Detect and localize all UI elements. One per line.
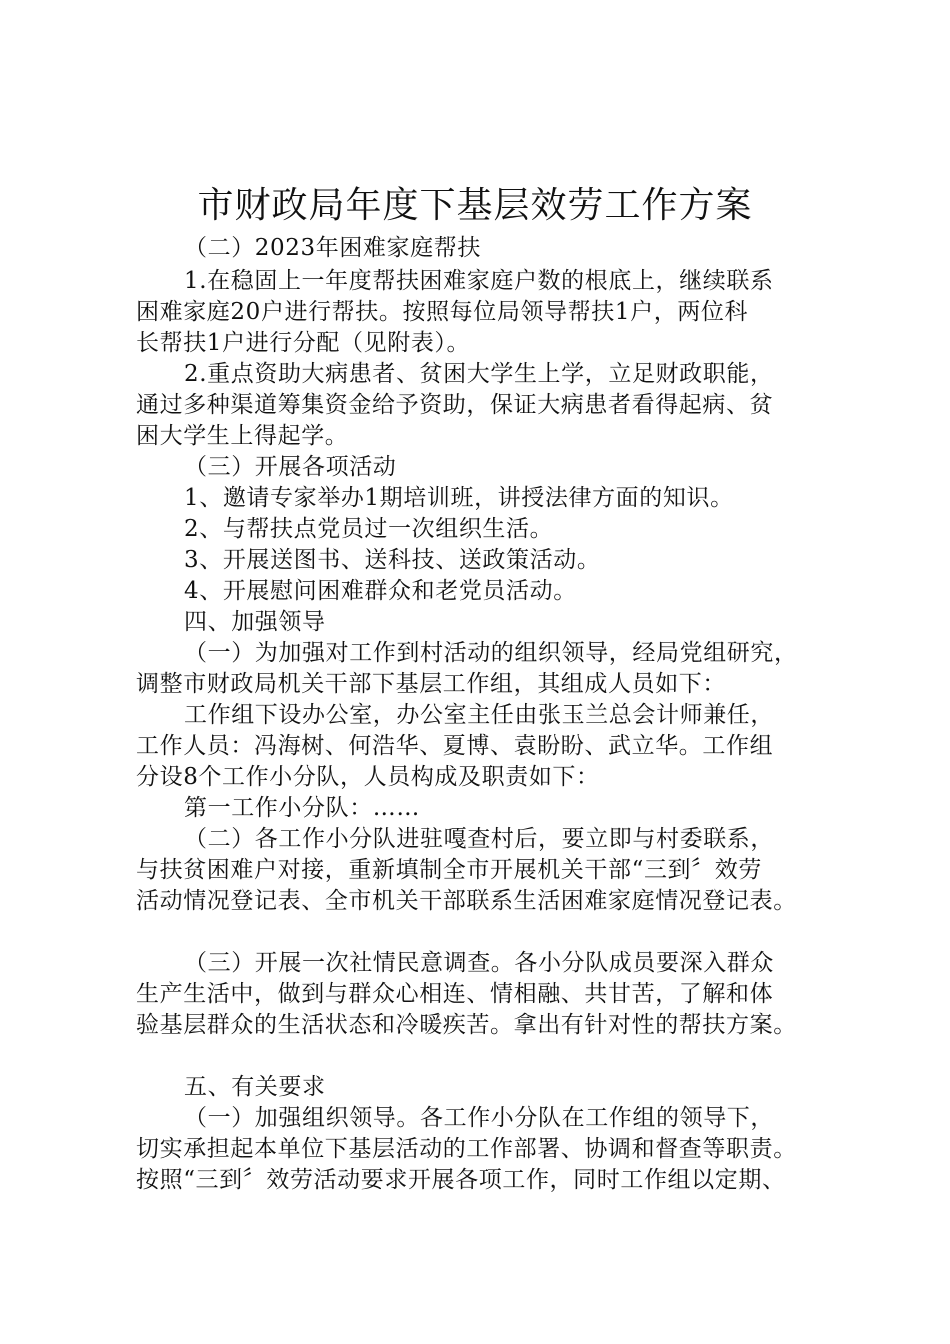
paragraph-line: 1.在稳固上一年度帮扶困难家庭户数的根底上，继续联系 (184, 268, 774, 294)
paragraph-line: 困难家庭20户进行帮扶。按照每位局领导帮扶1户，两位科 (136, 299, 749, 325)
section-heading: 四、加强领导 (184, 609, 326, 635)
list-item: 4、开展慰问困难群众和老党员活动。 (184, 578, 577, 604)
paragraph-line: 长帮扶1户进行分配（见附表）。 (136, 330, 471, 356)
paragraph-line: 工作组下设办公室，办公室主任由张玉兰总会计师兼任， (184, 702, 774, 728)
paragraph-line: 通过多种渠道筹集资金给予资助，保证大病患者看得起病、贫 (136, 392, 774, 418)
document-title: 市财政局年度下基层效劳工作方案 (197, 185, 753, 226)
paragraph-line: （三）开展一次社情民意调查。各小分队成员要深入群众 (184, 950, 774, 976)
list-item: 3、开展送图书、送科技、送政策活动。 (184, 547, 601, 573)
paragraph-line: （一）加强组织领导。各工作小分队在工作组的领导下， (184, 1105, 774, 1131)
paragraph-line: 验基层群众的生活状态和冷暖疾苦。拿出有针对性的帮扶方案。 (136, 1012, 797, 1038)
paragraph-line: 工作人员：冯海树、何浩华、夏博、袁盼盼、武立华。工作组 (136, 733, 774, 759)
paragraph-line: 切实承担起本单位下基层活动的工作部署、协调和督查等职责。 (136, 1136, 797, 1162)
list-item: 2、与帮扶点党员过一次组织生活。 (184, 516, 554, 542)
paragraph-line: 困大学生上得起学。 (136, 423, 349, 449)
paragraph-line: 分设8个工作小分队，人员构成及职责如下： (136, 764, 600, 790)
section-heading: （三）开展各项活动 (184, 454, 397, 480)
section-heading: （二）2023年困难家庭帮扶 (184, 235, 481, 261)
paragraph-line: 活动情况登记表、全市机关干部联系生活困难家庭情况登记表。 (136, 888, 797, 914)
section-heading: 五、有关要求 (184, 1074, 326, 1100)
paragraph-line: （一）为加强对工作到村活动的组织领导，经局党组研究， (184, 640, 798, 666)
paragraph-line: 第一工作小分队：…… (184, 795, 420, 821)
list-item: 1、邀请专家举办1期培训班，讲授法律方面的知识。 (184, 485, 734, 511)
paragraph-line: 按照“三到〞效劳活动要求开展各项工作，同时工作组以定期、 (136, 1167, 786, 1193)
paragraph-line: 生产生活中，做到与群众心相连、情相融、共甘苦，了解和体 (136, 981, 774, 1007)
paragraph-line: 2.重点资助大病患者、贫困大学生上学，立足财政职能， (184, 361, 774, 387)
paragraph-line: 调整市财政局机关干部下基层工作组，其组成人员如下： (136, 671, 726, 697)
paragraph-line: 与扶贫困难户对接，重新填制全市开展机关干部“三到〞效劳 (136, 857, 762, 883)
paragraph-line: （二）各工作小分队进驻嘎查村后，要立即与村委联系， (184, 826, 774, 852)
